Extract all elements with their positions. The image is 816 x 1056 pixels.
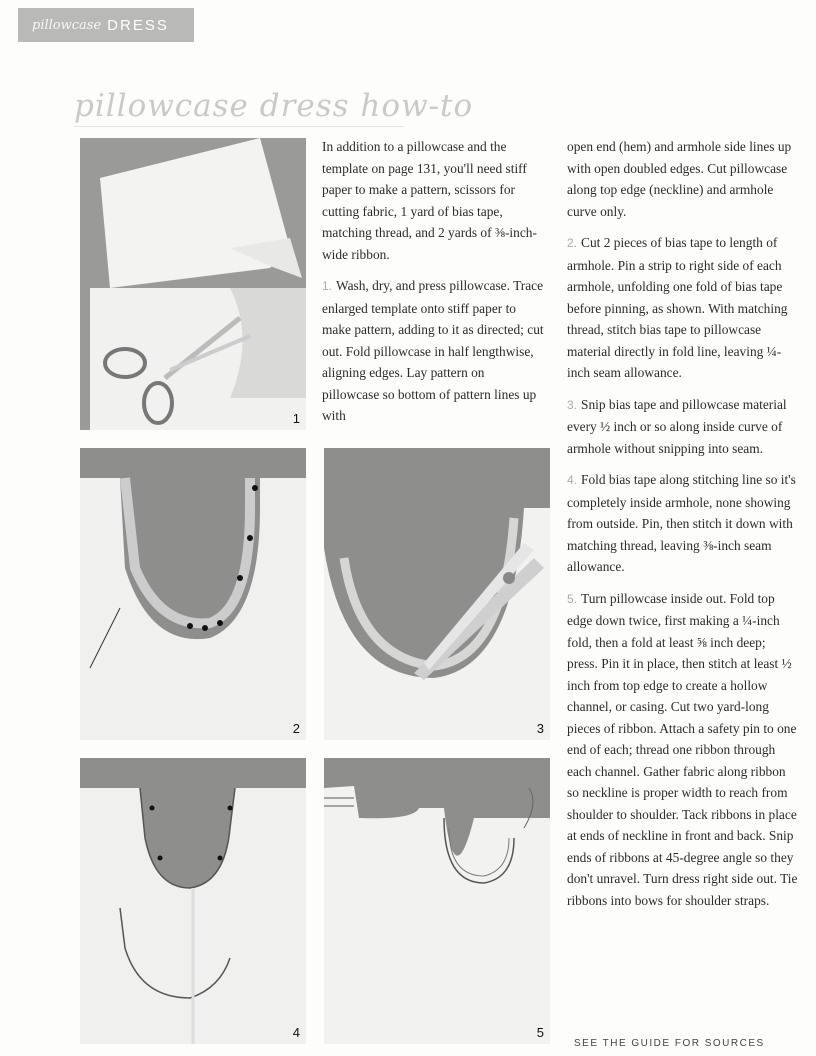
photo-5 — [324, 758, 550, 1044]
photo-3 — [324, 448, 550, 740]
step-2-number: 2. — [567, 236, 578, 250]
photo-3-number: 3 — [536, 721, 544, 736]
footer-sources-note: SEE THE GUIDE FOR SOURCES — [574, 1038, 765, 1049]
section-tab-script: pillowcase — [32, 17, 102, 33]
step-2-paragraph — [567, 232, 799, 384]
photo-4-number: 4 — [292, 1025, 300, 1040]
title-divider — [74, 126, 404, 127]
step-1-text-part-a: Wash, dry, and press pillowcase. Trace enlarged template onto stiff paper to make pattern, adding to it as directed; cut out. Fold pillowcase in half lengthwise, aligning edges. Lay pattern on pillowcase so bottom of pattern lines up with — [322, 278, 544, 423]
photo-1 — [80, 138, 306, 430]
photo-1-number: 1 — [292, 411, 300, 426]
photo-4 — [80, 758, 306, 1044]
step-1-number: 1. — [322, 279, 333, 293]
photo-5-number: 5 — [536, 1025, 544, 1040]
step-4-paragraph — [567, 469, 799, 578]
step-4-number: 4. — [567, 473, 578, 487]
text-column-middle — [322, 136, 544, 437]
photo-4-illustration — [80, 758, 306, 1044]
step-1-paragraph — [322, 275, 544, 427]
step-3-number: 3. — [567, 397, 578, 412]
text-column-right — [567, 136, 799, 921]
step-3-paragraph — [567, 394, 799, 460]
step-3-text: Snip bias tape and pillowcase material every ½ inch or so along inside curve of armhole without snipping into seam. — [567, 396, 787, 456]
step-5-text: Turn pillowcase inside out. Fold top edge down twice, first making a ¼-inch fold, then a fold at least ⅝ inch deep; press. Pin it in place, then stitch at least ½ inch from top edge to create a hollow channel, or casing. Cut two yard-long pieces of ribbon. Attach a safety pin to one end of each; thread one ribbon through each channel. Gather fabric along ribbon so neckline is proper width to reach from shoulder to shoulder. Tack ribbons in place at ends of neckline in front and back. Snip ends of ribbons at 45-degree angle so they don't unravel. Turn dress right side out. Tie ribbons into bows for shoulder straps. — [567, 590, 798, 908]
section-tab — [18, 8, 194, 42]
step-5-number: 5. — [567, 591, 578, 606]
photo-2-illustration — [80, 448, 306, 740]
intro-paragraph: In addition to a pillowcase and the template on page 131, you'll need stiff paper to make a pattern, scissors for cutting fabric, 1 yard of bias tape, matching thread, and 2 yards of ⅜-inch-wide ribbon. — [322, 139, 537, 262]
photo-2-number: 2 — [292, 721, 300, 736]
photo-2 — [80, 448, 306, 740]
step-4-text: Fold bias tape along stitching line so it's completely inside armhole, none showing from outside. Pin, then stitch it down with matching thread, leaving ⅜-inch seam allowance. — [567, 472, 796, 574]
page-title: pillowcase dress how-to — [74, 88, 474, 124]
photo-5-illustration — [324, 758, 550, 1044]
section-tab-label: DRESS — [107, 16, 169, 34]
step-5-paragraph — [567, 588, 799, 912]
step-2-text: Cut 2 pieces of bias tape to length of armhole. Pin a strip to right side of each armhole, unfolding one fold of bias tape before pinning, as shown. With matching thread, stitch bias tape to pillowcase material directly in fold line, leaving ¼-inch seam allowance. — [567, 235, 788, 380]
photo-1-illustration — [80, 138, 306, 430]
photo-3-illustration — [324, 448, 550, 740]
step-1-continuation: open end (hem) and armhole side lines up with open doubled edges. Cut pillowcase along top edge (neckline) and armhole curve only. — [567, 139, 792, 219]
